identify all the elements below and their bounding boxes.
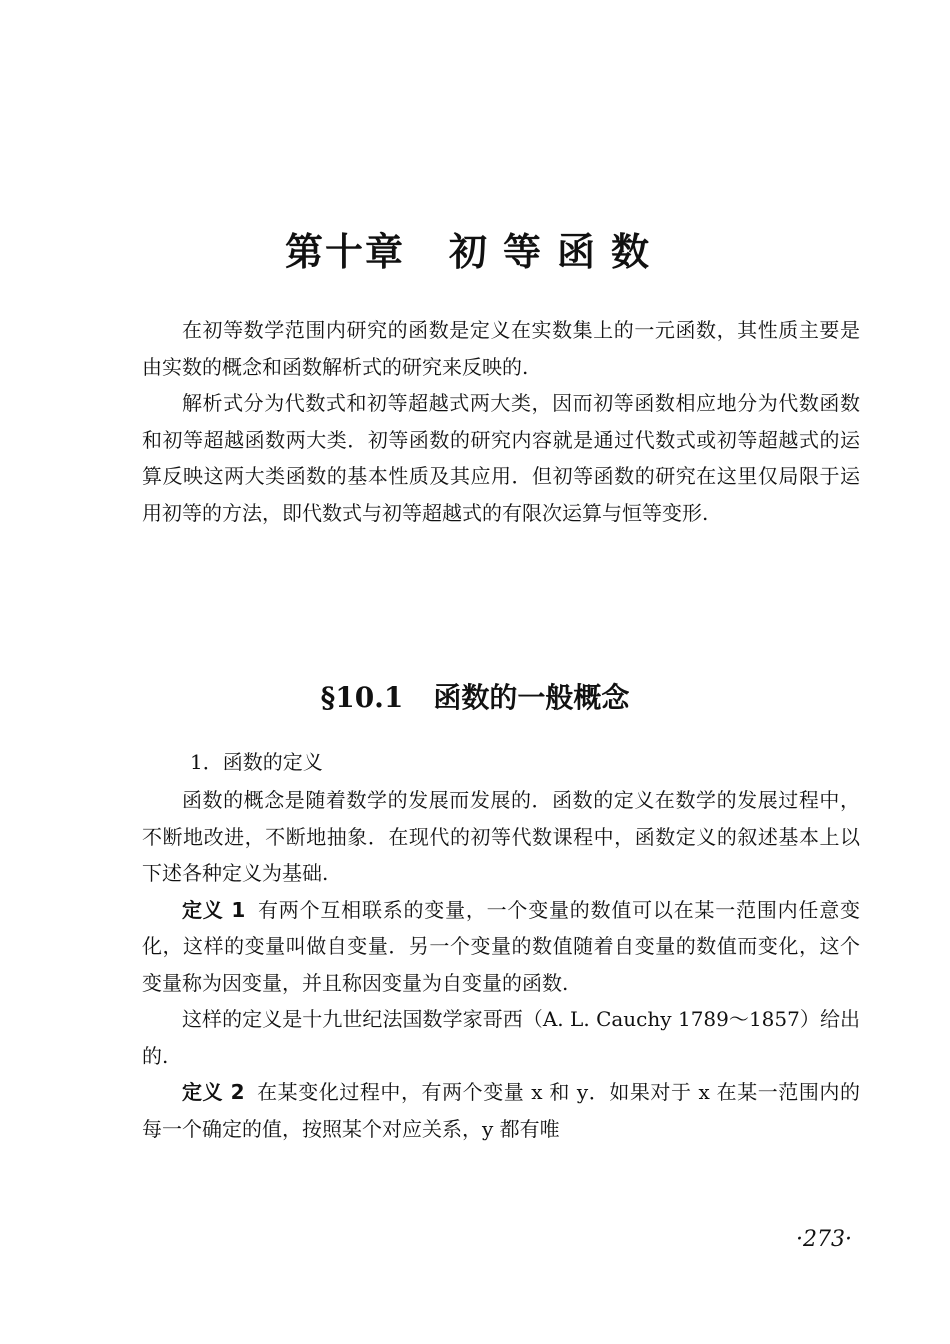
intro-paragraph-1: 在初等数学范围内研究的函数是定义在实数集上的一元函数，其性质主要是由实数的概念和函数解析式的研究来反映的. <box>142 318 860 379</box>
definition-2-label: 定义 2 <box>182 1080 245 1104</box>
definition-1-text: 有两个互相联系的变量，一个变量的数值可以在某一范围内任意变化，这样的变量叫做自变量．另一个变量的数值随着自变量的数值而变化，这个变量称为因变量，并且称因变量为自变量的函数. <box>142 897 860 995</box>
chapter-intro <box>142 312 860 531</box>
chapter-name: 初等函数 <box>449 230 666 274</box>
section-body <box>142 782 860 1147</box>
definition-2 <box>142 1074 860 1147</box>
section-number: §10.1 <box>320 681 404 714</box>
subsection-title: 1．函数的定义 <box>190 750 323 774</box>
definition-1 <box>142 892 860 1002</box>
intro-paragraph-2: 解析式分为代数式和初等超越式两大类，因而初等函数相应地分为代数函数和初等超越函数两大类．初等函数的研究内容就是通过代数式或初等超越式的运算反映这两大类函数的基本性质及其应用．但初等函数的研究在这里仅局限于运用初等的方法，即代数式与初等超越式的有限次运算与恒等变形. <box>142 391 860 525</box>
page-number: ·273· <box>796 1227 852 1252</box>
definition-1-label: 定义 1 <box>182 897 246 922</box>
body-paragraph-1: 函数的概念是随着数学的发展而发展的．函数的定义在数学的发展过程中，不断地改进，不断地抽象．在现代的初等代数课程中，函数定义的叙述基本上以下述各种定义为基础. <box>142 788 860 885</box>
definition-2-text: 在某变化过程中，有两个变量 x 和 y．如果对于 x 在某一范围内的每一个确定的值，按照某个对应关系，y 都有唯 <box>142 1080 860 1141</box>
body-paragraph-2: 这样的定义是十九世纪法国数学家哥西（A. L. Cauchy 1789～1857）给出的. <box>142 1007 860 1068</box>
chapter-title <box>0 224 950 280</box>
section-name: 函数的一般概念 <box>433 681 630 714</box>
chapter-label: 第十章 <box>284 230 405 274</box>
section-title <box>0 676 950 720</box>
